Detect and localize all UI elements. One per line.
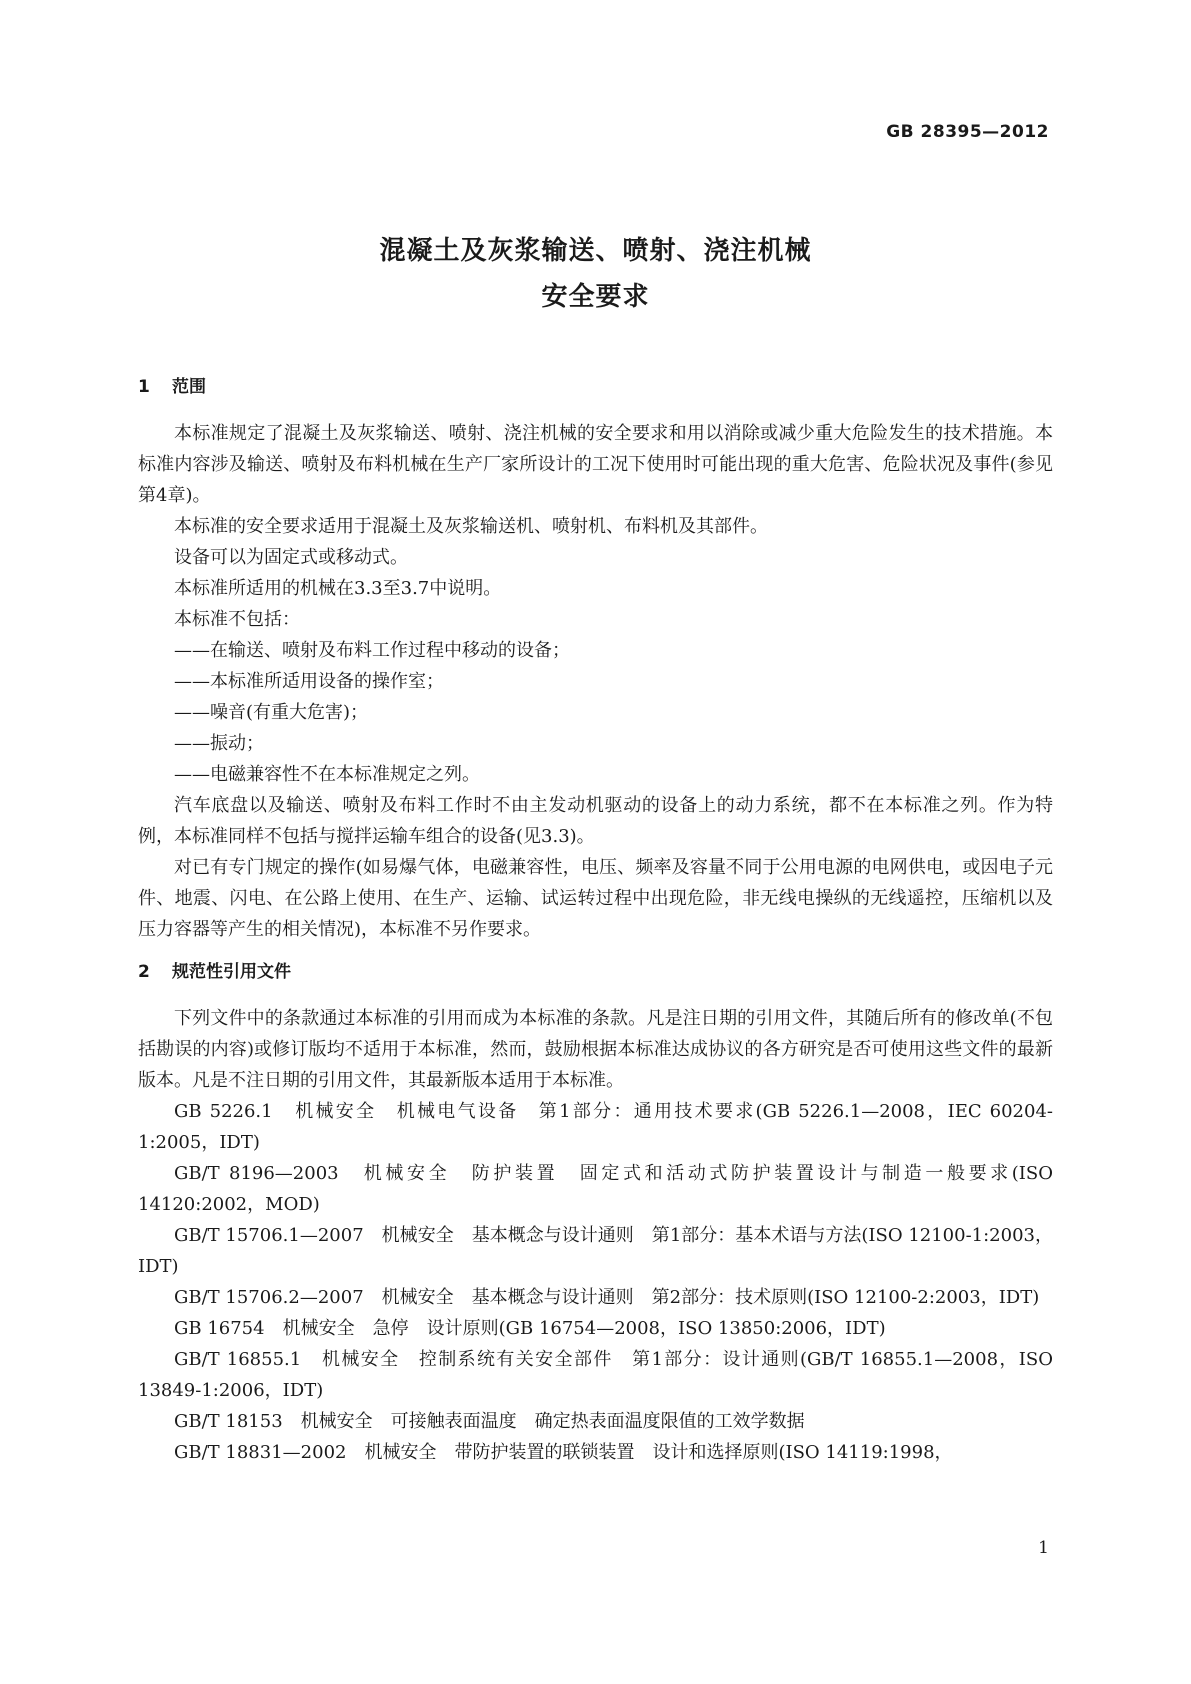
paragraph: 本标准所适用的机械在3.3至3.7中说明。 [174,578,502,599]
section-title: 规范性引用文件 [172,962,291,982]
paragraph: 本标准不包括： [174,609,300,630]
list-item: ——在输送、喷射及布料工作过程中移动的设备； [174,640,570,661]
section-2-heading [138,957,1053,988]
reference-item: GB/T 16855.1 机械安全 控制系统有关安全部件 第1部分：设计通则(GB/T 16855.1—2008，ISO 13849-1:2006，IDT) [138,1349,1053,1401]
list-item: ——噪音(有重大危害)； [174,702,369,723]
standard-code: GB 28395—2012 [886,122,1049,142]
list-item: ——电磁兼容性不在本标准规定之列。 [174,764,480,785]
section-number: 1 [138,377,150,397]
page-number: 1 [1038,1538,1049,1558]
paragraph: 本标准的安全要求适用于混凝土及灰浆输送机、喷射机、布料机及其部件。 [174,516,768,537]
document-title: 混凝土及灰浆输送、喷射、浇注机械 [379,236,812,266]
reference-item: GB/T 15706.2—2007 机械安全 基本概念与设计通则 第2部分：技术原则(ISO 12100-2:2003，IDT) [174,1287,1040,1308]
paragraph: 下列文件中的条款通过本标准的引用而成为本标准的条款。凡是注日期的引用文件，其随后所有的修改单(不包括勘误的内容)或修订版均不适用于本标准，然而，鼓励根据本标准达成协议的各方研究是否可使用这些文件的最新版本。凡是不注日期的引用文件，其最新版本适用于本标准。 [138,1008,1053,1091]
paragraph: 汽车底盘以及输送、喷射及布料工作时不由主发动机驱动的设备上的动力系统，都不在本标准之列。作为特例，本标准同样不包括与搅拌运输车组合的设备(见3.3)。 [138,795,1053,847]
paragraph: 对已有专门规定的操作(如易爆气体，电磁兼容性，电压、频率及容量不同于公用电源的电网供电，或因电子元件、地震、闪电、在公路上使用、在生产、运输、试运转过程中出现危险，非无线电操纵的无线遥控，压缩机以及压力容器等产生的相关情况)，本标准不另作要求。 [138,857,1053,940]
list-item: ——本标准所适用设备的操作室； [174,671,444,692]
reference-item: GB 5226.1 机械安全 机械电气设备 第1部分：通用技术要求(GB 5226.1—2008，IEC 60204-1:2005，IDT) [138,1101,1053,1153]
section-1-heading [138,372,1053,403]
section-number: 2 [138,962,150,982]
list-item: ——振动； [174,733,264,754]
document-subtitle: 安全要求 [541,282,650,312]
reference-item: GB 16754 机械安全 急停 设计原则(GB 16754—2008，ISO 13850:2006，IDT) [174,1318,886,1339]
reference-item: GB/T 18153 机械安全 可接触表面温度 确定热表面温度限值的工效学数据 [174,1411,805,1432]
reference-item: GB/T 8196—2003 机械安全 防护装置 固定式和活动式防护装置设计与制造一般要求(ISO 14120:2002，MOD) [138,1163,1053,1215]
reference-item: GB/T 15706.1—2007 机械安全 基本概念与设计通则 第1部分：基本术语与方法(ISO 12100-1:2003，IDT) [138,1225,1053,1277]
paragraph: 设备可以为固定式或移动式。 [174,547,408,568]
reference-item: GB/T 18831—2002 机械安全 带防护装置的联锁装置 设计和选择原则(ISO 14119:1998， [174,1442,953,1463]
section-title: 范围 [172,377,206,397]
paragraph: 本标准规定了混凝土及灰浆输送、喷射、浇注机械的安全要求和用以消除或减少重大危险发生的技术措施。本标准内容涉及输送、喷射及布料机械在生产厂家所设计的工况下使用时可能出现的重大危害、危险状况及事件(参见第4章)。 [138,423,1053,506]
document-body [138,372,1053,1468]
